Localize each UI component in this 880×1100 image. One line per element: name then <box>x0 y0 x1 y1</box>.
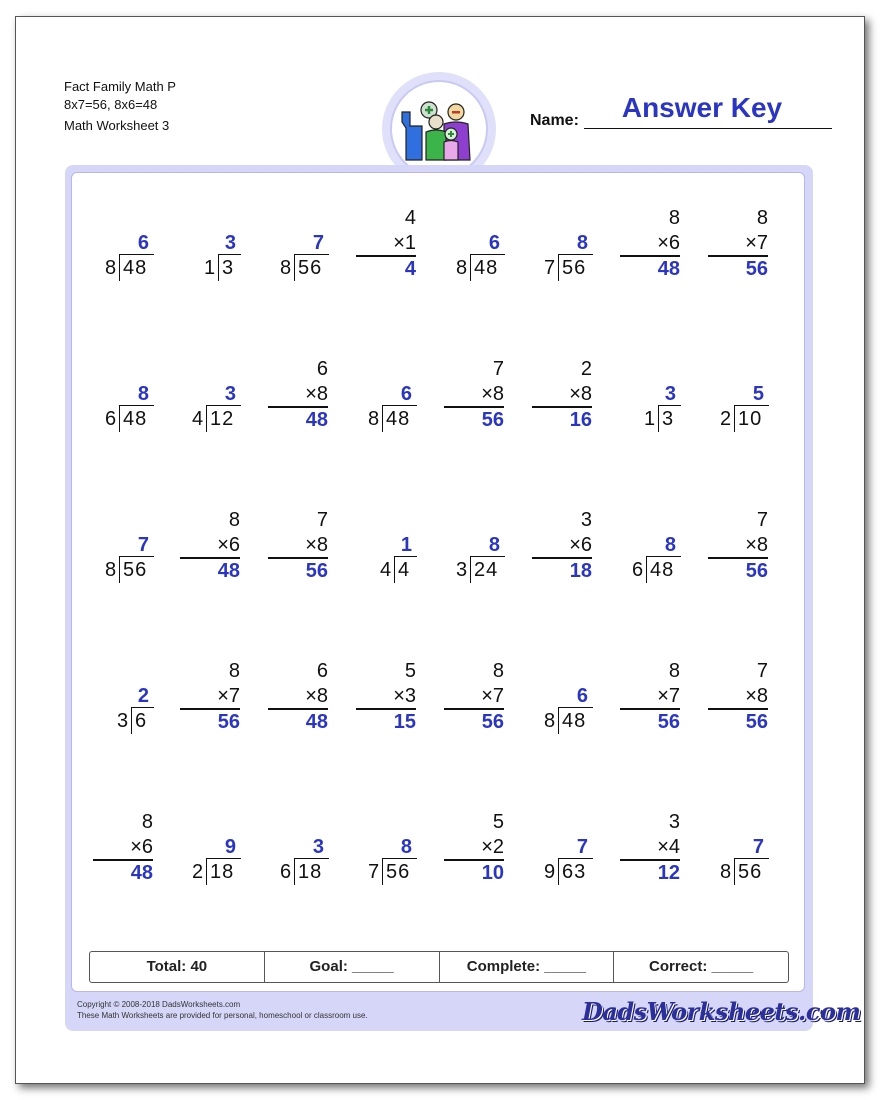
problem-cell <box>504 659 592 759</box>
product-answer: 56 <box>745 258 768 280</box>
division-problem <box>65 533 153 583</box>
problem-cell <box>416 508 504 608</box>
factor-top: 8 <box>668 660 680 682</box>
problem-cell <box>65 357 153 457</box>
quotient-answer: 5 <box>752 383 764 405</box>
factor-top: 5 <box>492 811 504 833</box>
division-problem <box>592 382 680 432</box>
division-problem <box>328 835 416 885</box>
problem-cell <box>680 206 768 306</box>
divisor: 3 <box>117 710 129 732</box>
factor-top: 8 <box>492 660 504 682</box>
name-line <box>584 128 832 129</box>
quotient-answer: 7 <box>576 836 588 858</box>
multiplication-problem <box>620 810 680 886</box>
problem-cell <box>328 659 416 759</box>
worksheet-number: Math Worksheet 3 <box>64 118 170 133</box>
problem-cell <box>240 810 328 910</box>
factor-top: 3 <box>580 509 592 531</box>
divisor: 6 <box>632 559 644 581</box>
name-label: Name: <box>530 112 579 129</box>
divisor: 2 <box>192 861 204 883</box>
problem-grid <box>71 172 805 992</box>
quotient-answer: 1 <box>400 534 412 556</box>
quotient-answer: 6 <box>488 232 500 254</box>
brand-logo: DadsWorksheets.com <box>582 997 861 1026</box>
multiplication-problem <box>180 508 240 584</box>
dividend: 48 <box>386 408 411 430</box>
multiplication-problem <box>532 357 592 433</box>
quotient-answer: 3 <box>224 383 236 405</box>
quotient-answer: 6 <box>137 232 149 254</box>
problem-cell <box>328 508 416 608</box>
dividend: 18 <box>298 861 323 883</box>
problem-cell <box>592 206 680 306</box>
problem-cell <box>416 206 504 306</box>
problem-cell <box>592 508 680 608</box>
division-problem <box>152 835 240 885</box>
factor-operator: ×8 <box>532 382 592 408</box>
dividend: 48 <box>123 257 148 279</box>
dividend: 56 <box>738 861 763 883</box>
product-answer: 48 <box>305 409 328 431</box>
copyright-line: Copyright © 2008-2018 DadsWorksheets.com <box>77 1000 241 1009</box>
quotient-answer: 3 <box>224 232 236 254</box>
problem-cell <box>152 810 240 910</box>
factor-operator: ×3 <box>356 684 416 710</box>
correct-cell: Correct: _____ <box>649 958 754 975</box>
factor-operator: ×8 <box>268 382 328 408</box>
problem-cell <box>592 357 680 457</box>
multiplication-problem <box>93 810 153 886</box>
factor-top: 7 <box>492 358 504 380</box>
quotient-answer: 7 <box>137 534 149 556</box>
problem-cell <box>416 659 504 759</box>
division-problem <box>328 533 416 583</box>
divisor: 9 <box>544 861 556 883</box>
problem-cell <box>680 659 768 759</box>
division-problem <box>152 382 240 432</box>
problem-cell <box>240 508 328 608</box>
problem-cell <box>328 810 416 910</box>
factor-top: 8 <box>668 207 680 229</box>
divisor: 8 <box>280 257 292 279</box>
problem-cell <box>592 810 680 910</box>
division-problem <box>65 684 153 734</box>
multiplication-problem <box>708 508 768 584</box>
problem-cell <box>152 659 240 759</box>
factor-operator: ×7 <box>620 684 680 710</box>
quotient-answer: 3 <box>664 383 676 405</box>
multiplication-problem <box>708 659 768 735</box>
factor-top: 7 <box>316 509 328 531</box>
dividend: 10 <box>738 408 763 430</box>
multiplication-problem <box>180 659 240 735</box>
problem-cell <box>152 508 240 608</box>
division-problem <box>680 382 768 432</box>
complete-cell: Complete: _____ <box>440 952 615 982</box>
problem-cell <box>65 810 153 910</box>
quotient-answer: 8 <box>664 534 676 556</box>
product-answer: 48 <box>657 258 680 280</box>
dividend: 48 <box>562 710 587 732</box>
dividend: 4 <box>398 559 411 581</box>
divisor: 7 <box>368 861 380 883</box>
division-problem <box>504 231 592 281</box>
copyright-notice <box>77 999 368 1021</box>
dividend: 3 <box>662 408 675 430</box>
division-problem <box>416 533 504 583</box>
quotient-answer: 8 <box>488 534 500 556</box>
product-answer: 48 <box>305 711 328 733</box>
multiplication-problem <box>356 659 416 735</box>
worksheet-title: Fact Family Math P <box>64 79 176 94</box>
factor-operator: ×8 <box>268 533 328 559</box>
multiplication-problem <box>620 659 680 735</box>
factor-operator: ×2 <box>444 835 504 861</box>
multiplication-problem <box>268 508 328 584</box>
worksheet-page <box>15 16 865 1084</box>
problem-cell <box>152 357 240 457</box>
family-icon <box>392 82 486 176</box>
division-problem <box>680 835 768 885</box>
dividend: 56 <box>298 257 323 279</box>
multiplication-problem <box>268 357 328 433</box>
dividend: 3 <box>222 257 235 279</box>
factor-top: 4 <box>404 207 416 229</box>
quotient-answer: 3 <box>312 836 324 858</box>
quotient-answer: 8 <box>137 383 149 405</box>
problem-cell <box>592 659 680 759</box>
product-answer: 18 <box>569 560 592 582</box>
division-problem <box>504 835 592 885</box>
problem-cell <box>65 508 153 608</box>
factor-operator: ×8 <box>268 684 328 710</box>
divisor: 8 <box>456 257 468 279</box>
product-answer: 56 <box>305 560 328 582</box>
product-answer: 10 <box>481 862 504 884</box>
quotient-answer: 7 <box>752 836 764 858</box>
division-problem <box>328 382 416 432</box>
quotient-answer: 2 <box>137 685 149 707</box>
factor-top: 8 <box>228 660 240 682</box>
division-problem <box>240 835 328 885</box>
problem-cell <box>504 357 592 457</box>
dividend: 63 <box>562 861 587 883</box>
dividend: 18 <box>210 861 235 883</box>
problem-cell <box>328 357 416 457</box>
factor-operator: ×8 <box>708 684 768 710</box>
factor-operator: ×7 <box>708 231 768 257</box>
usage-line: These Math Worksheets are provided for personal, homeschool or classroom use. <box>77 1011 368 1020</box>
product-answer: 48 <box>130 862 153 884</box>
factor-top: 7 <box>756 660 768 682</box>
product-answer: 48 <box>217 560 240 582</box>
dividend: 48 <box>650 559 675 581</box>
factor-top: 3 <box>668 811 680 833</box>
problem-frame <box>65 165 813 1031</box>
multiplication-problem <box>708 206 768 282</box>
factor-top: 8 <box>141 811 153 833</box>
product-answer: 56 <box>657 711 680 733</box>
division-problem <box>240 231 328 281</box>
goal-cell: Goal: _____ <box>265 952 440 982</box>
factor-operator: ×6 <box>532 533 592 559</box>
dividend: 56 <box>562 257 587 279</box>
product-answer: 56 <box>217 711 240 733</box>
factor-operator: ×8 <box>444 382 504 408</box>
problem-cell <box>680 508 768 608</box>
multiplication-problem <box>532 508 592 584</box>
divisor: 1 <box>644 408 656 430</box>
factor-top: 8 <box>756 207 768 229</box>
product-answer: 15 <box>393 711 416 733</box>
multiplication-problem <box>444 810 504 886</box>
problem-cell <box>240 659 328 759</box>
quotient-answer: 6 <box>576 685 588 707</box>
factor-operator: ×4 <box>620 835 680 861</box>
factor-operator: ×7 <box>444 684 504 710</box>
divisor: 8 <box>105 257 117 279</box>
score-box <box>89 951 789 983</box>
factor-top: 7 <box>756 509 768 531</box>
division-problem <box>416 231 504 281</box>
multiplication-problem <box>268 659 328 735</box>
product-answer: 56 <box>481 409 504 431</box>
divisor: 8 <box>544 710 556 732</box>
multiplication-problem <box>444 659 504 735</box>
quotient-answer: 8 <box>576 232 588 254</box>
division-problem <box>592 533 680 583</box>
dividend: 48 <box>123 408 148 430</box>
multiplication-problem <box>620 206 680 282</box>
factor-top: 5 <box>404 660 416 682</box>
product-answer: 56 <box>745 711 768 733</box>
divisor: 6 <box>280 861 292 883</box>
factor-top: 6 <box>316 358 328 380</box>
problem-cell <box>504 810 592 910</box>
product-answer: 56 <box>481 711 504 733</box>
product-answer: 56 <box>745 560 768 582</box>
problem-cell <box>65 206 153 306</box>
factor-top: 6 <box>316 660 328 682</box>
answer-key-text: Answer Key <box>621 92 783 123</box>
problem-cell <box>416 810 504 910</box>
problem-cell <box>504 508 592 608</box>
problem-cell <box>680 357 768 457</box>
divisor: 8 <box>368 408 380 430</box>
divisor: 8 <box>720 861 732 883</box>
dividend: 12 <box>210 408 235 430</box>
multiplication-problem <box>356 206 416 282</box>
quotient-answer: 6 <box>400 383 412 405</box>
division-problem <box>152 231 240 281</box>
worksheet-subtitle: 8x7=56, 8x6=48 <box>64 97 158 112</box>
division-problem <box>504 684 592 734</box>
divisor: 4 <box>192 408 204 430</box>
factor-operator: ×7 <box>180 684 240 710</box>
dividend: 56 <box>123 559 148 581</box>
factor-top: 8 <box>228 509 240 531</box>
factor-operator: ×6 <box>93 835 153 861</box>
factor-operator: ×6 <box>180 533 240 559</box>
quotient-answer: 7 <box>312 232 324 254</box>
factor-operator: ×1 <box>356 231 416 257</box>
factor-operator: ×8 <box>708 533 768 559</box>
multiplication-problem <box>444 357 504 433</box>
factor-operator: ×6 <box>620 231 680 257</box>
problem-cell <box>416 357 504 457</box>
divisor: 3 <box>456 559 468 581</box>
division-problem <box>65 231 153 281</box>
product-answer: 16 <box>569 409 592 431</box>
problem-cell <box>240 206 328 306</box>
dividend: 48 <box>474 257 499 279</box>
problem-cell <box>328 206 416 306</box>
divisor: 6 <box>105 408 117 430</box>
problem-cell <box>240 357 328 457</box>
quotient-answer: 8 <box>400 836 412 858</box>
quotient-answer: 9 <box>224 836 236 858</box>
problem-cell <box>65 659 153 759</box>
factor-top: 2 <box>580 358 592 380</box>
dividend: 6 <box>135 710 148 732</box>
problem-cell <box>504 206 592 306</box>
total-cell: Total: 40 <box>90 952 265 982</box>
problem-cell <box>680 810 768 910</box>
problem-cell <box>152 206 240 306</box>
dividend: 24 <box>474 559 499 581</box>
divisor: 4 <box>380 559 392 581</box>
division-problem <box>65 382 153 432</box>
divisor: 1 <box>204 257 216 279</box>
divisor: 2 <box>720 408 732 430</box>
divisor: 7 <box>544 257 556 279</box>
product-answer: 4 <box>404 258 416 280</box>
divisor: 8 <box>105 559 117 581</box>
dividend: 56 <box>386 861 411 883</box>
product-answer: 12 <box>657 862 680 884</box>
